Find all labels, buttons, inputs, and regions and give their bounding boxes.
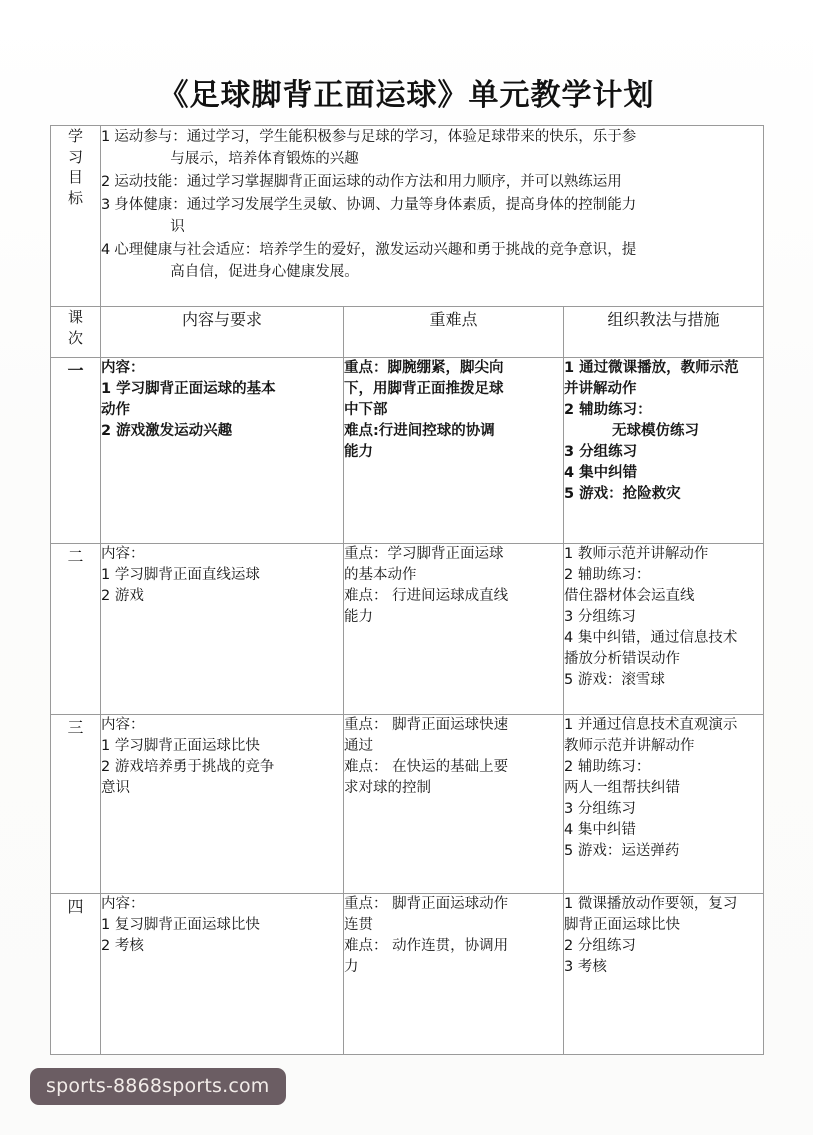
objective-item — [101, 194, 763, 238]
lesson-number: 四 — [51, 894, 101, 1055]
learning-objectives-content — [101, 126, 764, 307]
key-point-line: 重点： 脚背正面运球动作 — [344, 896, 509, 912]
key-point-line: 通过 — [344, 738, 373, 755]
objective-item — [101, 239, 763, 283]
key-point-line: 下，用脚背正面推拨足球 — [344, 381, 504, 398]
method-line: 2 辅助练习： — [564, 567, 651, 584]
column-header-lesson — [51, 307, 101, 358]
learning-objectives-row — [51, 126, 764, 307]
objective-line-1: 运动参与：通过学习，学生能积极参与足球的学习，体验足球带来的快乐，乐于参 — [114, 129, 637, 145]
method-line: 3 考核 — [564, 959, 607, 976]
column-header-method: 组织教法与措施 — [564, 307, 764, 358]
method-line: 1 通过微课播放，教师示范 — [564, 360, 739, 376]
method-line: 教师示范并讲解动作 — [564, 738, 695, 755]
content-line: 动作 — [101, 402, 130, 419]
lesson-content-cell — [101, 544, 344, 715]
key-point-line: 难点： 在快运的基础上要 — [344, 759, 509, 776]
table-row — [51, 544, 764, 715]
table-row — [51, 715, 764, 894]
method-line: 1 并通过信息技术直观演示 — [564, 717, 738, 733]
method-line: 3 分组练习 — [564, 444, 638, 461]
method-line: 并讲解动作 — [564, 381, 637, 398]
content-line: 内容： — [101, 896, 145, 912]
objective-item — [101, 126, 763, 170]
method-line: 1 教师示范并讲解动作 — [564, 546, 709, 562]
objective-text — [114, 239, 763, 283]
column-header-content: 内容与要求 — [101, 307, 344, 358]
lesson-number: 一 — [51, 358, 101, 544]
lesson-method-cell — [564, 894, 764, 1055]
content-line: 内容： — [101, 546, 145, 562]
key-point-line: 重点：学习脚背正面运球 — [344, 546, 504, 562]
key-point-line: 的基本动作 — [344, 567, 417, 584]
label-char-4: 标 — [67, 189, 83, 208]
lesson-method-cell — [564, 544, 764, 715]
lesson-method-cell — [564, 358, 764, 544]
method-line: 2 辅助练习： — [564, 402, 652, 419]
method-line: 2 分组练习 — [564, 938, 636, 955]
key-point-line: 难点： 行进间运球成直线 — [344, 588, 509, 605]
column-header-key-points: 重难点 — [344, 307, 564, 358]
content-line: 1 复习脚背正面运球比快 — [101, 917, 260, 934]
objective-text — [114, 194, 763, 238]
key-point-line: 难点： 动作连贯，协调用 — [344, 938, 509, 955]
lesson-content-cell — [101, 894, 344, 1055]
lesson-key-points-cell — [344, 544, 564, 715]
key-point-line: 能力 — [344, 444, 373, 461]
method-line: 3 分组练习 — [564, 609, 636, 626]
lesson-number: 三 — [51, 715, 101, 894]
lesson-method-cell — [564, 715, 764, 894]
key-point-line: 能力 — [344, 609, 373, 626]
key-point-line: 力 — [344, 959, 359, 976]
content-line: 2 游戏激发运动兴趣 — [101, 423, 233, 440]
table-row — [51, 358, 764, 544]
method-line: 1 微课播放动作要领，复习 — [564, 896, 738, 912]
table-header-row — [51, 307, 764, 358]
content-line: 1 学习脚背正面直线运球 — [101, 567, 260, 584]
key-point-line: 中下部 — [344, 402, 388, 419]
content-line: 1 学习脚背正面运球比快 — [101, 738, 260, 755]
table-row — [51, 894, 764, 1055]
label-char-1: 学 — [67, 127, 83, 145]
page-title: 《足球脚背正面运球》单元教学计划 — [158, 78, 655, 113]
lesson-key-points-cell — [344, 894, 564, 1055]
content-line: 1 学习脚背正面运球的基本 — [101, 381, 276, 398]
content-line: 意识 — [101, 780, 130, 797]
site-watermark: sports-8868sports.com — [30, 1068, 286, 1105]
objective-line-2: 高自信，促进身心健康发展。 — [170, 264, 359, 281]
label-char-3: 目 — [67, 168, 83, 187]
label-char-2: 习 — [67, 147, 83, 166]
objective-index: 1 — [101, 129, 111, 145]
objective-index: 4 — [101, 242, 111, 259]
method-line: 5 游戏：滚雪球 — [564, 672, 665, 689]
objective-line-1: 心理健康与社会适应：培养学生的爱好，激发运动兴趣和勇于挑战的竞争意识，提 — [114, 242, 637, 259]
method-line: 脚背正面运球比快 — [564, 917, 680, 934]
key-point-line: 难点:行进间控球的协调 — [344, 423, 495, 440]
objective-index: 2 — [101, 174, 111, 191]
method-line: 3 分组练习 — [564, 801, 636, 818]
key-point-line: 求对球的控制 — [344, 780, 431, 797]
key-point-line: 重点：脚腕绷紧，脚尖向 — [344, 360, 504, 376]
method-line: 4 集中纠错，通过信息技术 — [564, 630, 738, 647]
key-point-line: 重点： 脚背正面运球快速 — [344, 717, 509, 733]
lesson-content-cell — [101, 358, 344, 544]
content-line: 2 游戏 — [101, 588, 144, 605]
method-line: 播放分析错误动作 — [564, 651, 680, 668]
method-line: 4 集中纠错 — [564, 465, 638, 482]
objective-line-1: 运动技能：通过学习掌握脚背正面运球的动作方法和用力顺序，并可以熟练运用 — [114, 174, 622, 191]
objective-line-1: 身体健康：通过学习发展学生灵敏、协调、力量等身体素质，提高身体的控制能力 — [114, 197, 637, 214]
objective-line-2: 与展示，培养体育锻炼的兴趣 — [170, 151, 359, 168]
method-line: 无球模仿练习 — [612, 423, 699, 440]
method-line: 借住器材体会运直线 — [564, 588, 695, 605]
learning-objectives-label — [51, 126, 101, 307]
method-line: 5 游戏：抢险救灾 — [564, 486, 681, 503]
objective-text — [114, 171, 763, 193]
lesson-header-char-1: 课 — [67, 308, 83, 326]
lesson-header-char-2: 次 — [67, 328, 83, 347]
method-line: 2 辅助练习： — [564, 759, 651, 776]
objective-index: 3 — [101, 197, 111, 214]
method-line: 4 集中纠错 — [564, 822, 636, 839]
lesson-key-points-cell — [344, 715, 564, 894]
content-line: 内容： — [101, 717, 145, 733]
method-line: 5 游戏：运送弹药 — [564, 843, 680, 860]
objective-text — [114, 126, 763, 170]
content-line: 2 游戏培养勇于挑战的竞争 — [101, 759, 275, 776]
objective-item — [101, 171, 763, 193]
method-line: 两人一组帮扶纠错 — [564, 780, 680, 797]
content-line: 2 考核 — [101, 938, 144, 955]
key-point-line: 连贯 — [344, 917, 373, 934]
content-line: 内容： — [101, 360, 145, 376]
lesson-key-points-cell — [344, 358, 564, 544]
lesson-content-cell — [101, 715, 344, 894]
objective-line-2: 识 — [170, 219, 185, 236]
unit-teaching-plan-table — [50, 125, 764, 1055]
lesson-number: 二 — [51, 544, 101, 715]
